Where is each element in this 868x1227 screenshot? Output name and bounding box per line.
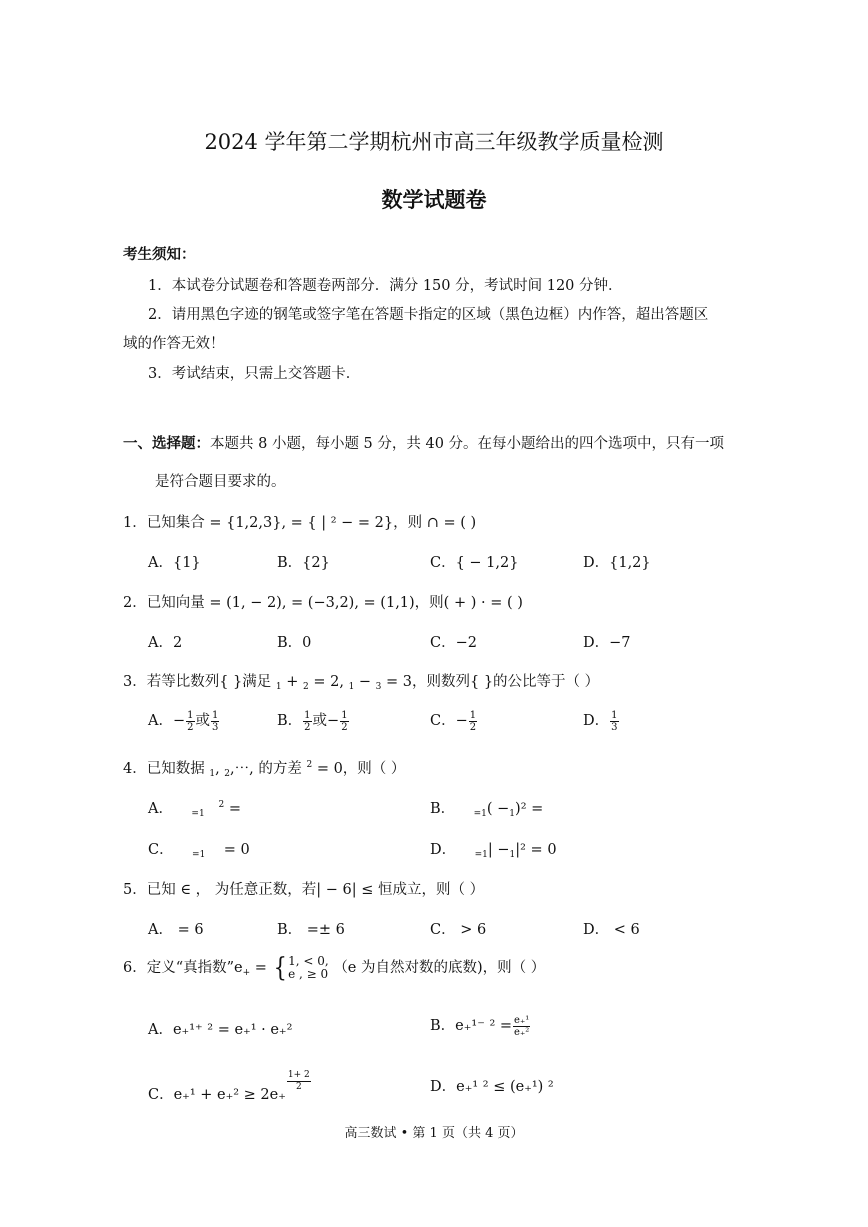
q6-stem-a: 6．定义“真指数”e <box>123 960 243 976</box>
q4d-sub: =1 <box>474 850 488 860</box>
q3c-num: 1 <box>469 709 477 721</box>
q1-option-c: C．{ − 1,2} <box>430 555 519 571</box>
paper-subtitle: 数学试题卷 <box>381 187 487 212</box>
q4b-sub: =1 <box>473 809 487 819</box>
section-label: 一、选择题： <box>123 435 210 452</box>
q2-option-c: C．−2 <box>430 635 477 651</box>
q4c-sub: =1 <box>192 850 206 860</box>
q2-option-a: A．2 <box>148 635 183 651</box>
q3a-prefix: A．− <box>148 713 186 729</box>
q6c-prefix: C．e₊¹ + e₊² ≥ 2e₊ <box>148 1087 286 1103</box>
q4d-sub2: 1 <box>509 850 516 860</box>
notice-item-3: 3．考试结束，只需上交答题卡． <box>148 366 361 382</box>
q6-option-a: A．e₊¹⁺ ² = e₊¹ · e₊² <box>148 1022 293 1038</box>
q3-option-d <box>583 709 620 733</box>
q3a-f2-den: 3 <box>212 721 219 733</box>
section-intro <box>123 432 724 453</box>
q6c-exp-den: 2 <box>295 1082 302 1092</box>
notice-item-1: 1．本试卷分试题卷和答题卷两部分．满分 150 分，考试时间 120 分钟． <box>148 278 623 294</box>
q3-stem-a: 3．若等比数列{ }满足 <box>123 674 272 690</box>
q4-sup-1: 2 <box>306 760 313 770</box>
q4-sub-1: 1 <box>209 769 216 779</box>
q3b-f2-num: 1 <box>341 709 348 721</box>
q6-case-1: 1, < 0, <box>288 954 329 968</box>
q3b-mid: 或− <box>312 713 340 729</box>
q4-stem-a: 4．已知数据 <box>123 761 205 777</box>
q3b-f1-num: 1 <box>304 709 311 721</box>
question-2-stem: 2．已知向量 = (1, − 2), = (−3,2), = (1,1)，则( + ) · = ( ) <box>123 595 523 611</box>
q4c-rest: = 0 <box>223 842 250 858</box>
q3-option-c <box>430 709 478 733</box>
notice-item-2: 2．请用黑色字迹的钢笔或签字笔在答题卡指定的区域（黑色边框）内作答，超出答题区 <box>148 307 709 323</box>
q4-stem-c: ,⋯, 的方差 <box>230 761 302 777</box>
question-1-stem: 1．已知集合 = {1,2,3}, = { | ² − = 2}，则 ∩ = ( ) <box>123 515 477 531</box>
q6-stem-sub: + <box>242 968 251 978</box>
question-3-stem <box>123 670 599 692</box>
q6c-exp-num: 1+ 2 <box>287 1070 310 1080</box>
q4b-rest: )² = <box>515 801 544 817</box>
q6c-exp-frac <box>287 1070 311 1093</box>
q3a-f2-num: 1 <box>212 709 219 721</box>
q6b-num: e₊¹ <box>514 1014 530 1026</box>
q4b-sub2: 1 <box>509 809 516 819</box>
q4a-sub: =1 <box>191 809 205 819</box>
q4b-prefix: B． <box>430 801 456 817</box>
q4-option-c <box>148 838 250 860</box>
question-6-stem <box>123 955 545 981</box>
q3-stem-c: = 2, <box>313 674 344 690</box>
q1-option-a: A．{1} <box>148 555 201 571</box>
q3-sub-4: 3 <box>375 682 382 692</box>
section-intro-cont: 是符合题目要求的。 <box>155 474 286 490</box>
q3c-den: 2 <box>469 721 477 733</box>
section-intro-text: 本题共 8 小题，每小题 5 分，共 40 分。在每小题给出的四个选项中，只有一项 <box>210 436 725 452</box>
q3-option-a <box>148 709 220 733</box>
q2-option-d: D．−7 <box>583 635 631 651</box>
q3b-f2-den: 2 <box>341 721 348 733</box>
q6b-frac <box>513 1015 530 1038</box>
q3-sub-3: 1 <box>348 682 355 692</box>
q4c-prefix: C． <box>148 842 174 858</box>
q3a-mid: 或 <box>195 713 210 729</box>
q3b-frac-2 <box>340 710 348 733</box>
q6-stem-b: = <box>254 960 267 976</box>
q1-option-b: B．{2} <box>277 555 330 571</box>
exam-title: 2024 学年第二学期杭州市高三年级教学质量检测 <box>204 130 664 154</box>
q3d-den: 3 <box>611 721 618 733</box>
q5-option-b: B． =± 6 <box>277 922 345 938</box>
q6b-prefix: B．e₊¹⁻ ² = <box>430 1018 513 1034</box>
q3c-prefix: C．− <box>430 713 468 729</box>
q5-option-d: D． < 6 <box>583 922 640 938</box>
q3-stem-e: = 3，则数列{ }的公比等于（ ） <box>386 674 600 690</box>
q3a-frac-2 <box>211 710 219 733</box>
q3-stem-b: + <box>286 674 299 690</box>
notice-heading: 考生须知： <box>123 246 196 263</box>
q6-option-c <box>148 1070 312 1104</box>
q6b-den: e₊² <box>514 1026 530 1038</box>
page-footer: 高三数试 • 第 1 页（共 4 页） <box>344 1126 524 1141</box>
q4a-sup: 2 <box>218 800 225 810</box>
question-4-stem <box>123 757 405 779</box>
q4-option-b <box>430 797 543 819</box>
q4d-prefix: D． <box>430 842 457 858</box>
q5-option-a: A． = 6 <box>148 922 204 938</box>
q3-option-b <box>277 709 350 733</box>
q5-option-c: C． > 6 <box>430 922 487 938</box>
q4-stem-b: , <box>215 761 220 777</box>
q4a-prefix: A． <box>148 801 173 817</box>
q1-option-d: D．{1,2} <box>583 555 651 571</box>
q4a-rest: = <box>228 801 242 817</box>
q3a-f1-den: 2 <box>187 721 194 733</box>
q4-sub-2: 2 <box>224 769 231 779</box>
q6-stem-c: （e 为自然对数的底数)，则（ ） <box>333 960 546 976</box>
q3-sub-2: 2 <box>303 682 309 692</box>
left-brace: { <box>273 953 287 983</box>
q4-option-d <box>430 838 557 860</box>
q4-stem-d: = 0，则（ ） <box>316 761 406 777</box>
q3b-frac-1 <box>303 710 311 733</box>
q3a-frac-1 <box>186 710 194 733</box>
q4d-rest: |² = 0 <box>515 842 557 858</box>
q3b-f1-den: 2 <box>304 721 311 733</box>
q4b-mid: ( − <box>486 801 510 817</box>
q3a-f1-num: 1 <box>187 709 194 721</box>
q3d-prefix: D． <box>583 713 610 729</box>
q4-option-a <box>148 797 241 819</box>
q2-option-b: B．0 <box>277 635 312 651</box>
q6-case-2: e , ≥ 0 <box>288 967 329 981</box>
q6-option-b <box>430 1014 531 1038</box>
q3d-frac <box>610 710 618 733</box>
question-5-stem: 5．已知 ∈ ， 为任意正数，若| − 6| ≤ 恒成立，则（ ） <box>123 882 485 898</box>
q3-sub-1: 1 <box>275 682 282 692</box>
q6-option-d: D．e₊¹ ² ≤ (e₊¹) ² <box>430 1079 554 1095</box>
q3b-prefix: B． <box>277 713 303 729</box>
q3d-num: 1 <box>611 709 618 721</box>
q6-cases <box>288 955 329 981</box>
q3-stem-d: − <box>358 674 372 690</box>
q3c-frac <box>469 710 477 733</box>
q4d-mid: | − <box>487 842 510 858</box>
notice-item-2-cont: 域的作答无效！ <box>123 336 225 352</box>
